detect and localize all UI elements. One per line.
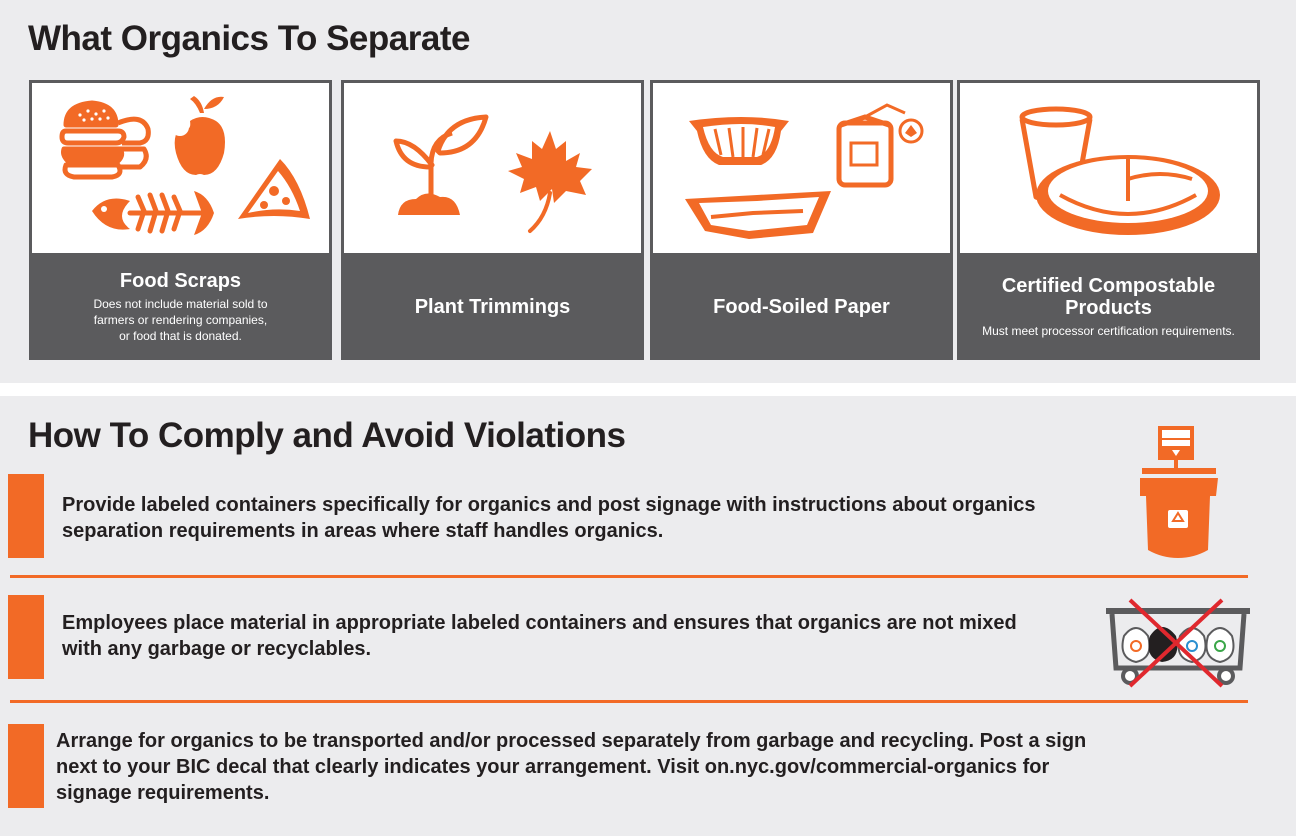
card-title: Plant Trimmings	[414, 295, 571, 318]
organics-section	[0, 0, 1296, 383]
burger-icon	[62, 103, 148, 177]
food-soiled-paper-illustration	[653, 83, 950, 253]
tea-bag-icon	[839, 105, 922, 185]
card-certified-compostable-products	[957, 80, 1260, 360]
comply-item-line: Employees place material in appropriate labeled containers and ensures that organics are not mixed	[62, 612, 1017, 634]
card-plant-trimmings	[341, 80, 644, 360]
item-accent-bar	[8, 724, 44, 808]
comply-section	[0, 396, 1296, 836]
seedling-icon	[396, 117, 486, 215]
cupcake-liner-icon	[689, 117, 789, 165]
compostable-plate-icon	[1036, 155, 1220, 235]
maple-leaf-icon	[508, 131, 592, 231]
comply-item-line: signage requirements.	[56, 782, 270, 804]
comply-item-line: separation requirements in areas where staff handles organics.	[62, 520, 664, 542]
comply-item-line: next to your BIC decal that clearly indicates your arrangement. Visit on.nyc.gov/commercial-organics for	[56, 756, 1050, 778]
card-note-line: Does not include material sold to	[93, 296, 268, 311]
comply-heading: How To Comply and Avoid Violations	[28, 416, 626, 455]
card-food-soiled-paper	[650, 80, 953, 360]
organics-heading: What Organics To Separate	[28, 19, 470, 58]
comply-item-3	[56, 728, 1086, 806]
divider	[10, 700, 1248, 703]
card-note: Must meet processor certification requirements.	[982, 323, 1235, 338]
card-food-scraps	[29, 80, 332, 360]
card-title-line: Certified Compostable	[1001, 274, 1216, 297]
card-title: Food-Soiled Paper	[713, 295, 890, 318]
organics-bin-icon	[1134, 422, 1224, 562]
comply-item-line: Arrange for organics to be transported and/or processed separately from garbage and recycling. Post a sign	[56, 730, 1087, 752]
item-accent-bar	[8, 474, 44, 558]
card-note-line: or food that is donated.	[119, 328, 242, 343]
plant-trimmings-illustration	[344, 83, 641, 253]
card-title-line: Products	[1065, 296, 1152, 319]
comply-item-2	[62, 610, 1017, 662]
no-mixed-bags-cart-icon	[1102, 596, 1254, 690]
card-food-soiled-paper-label	[650, 253, 953, 360]
card-plant-trimmings-label	[341, 253, 644, 360]
card-note	[93, 296, 267, 344]
comply-item-1	[62, 492, 1036, 544]
compostable-products-illustration	[960, 83, 1257, 253]
food-scraps-illustration	[32, 83, 329, 253]
comply-item-line: with any garbage or recyclables.	[62, 638, 372, 660]
fish-skeleton-icon	[92, 191, 214, 235]
item-accent-bar	[8, 595, 44, 679]
card-title: Food Scraps	[119, 269, 242, 292]
paper-food-boat-icon	[685, 191, 831, 239]
card-food-scraps-label	[29, 253, 332, 360]
card-note-line: farmers or rendering companies,	[93, 312, 268, 327]
card-title	[1002, 275, 1215, 319]
divider	[10, 575, 1248, 578]
comply-item-line: Provide labeled containers specifically for organics and post signage with instructions about organics	[62, 494, 1036, 516]
card-certified-compostable-label	[957, 253, 1260, 360]
pizza-slice-icon	[238, 159, 310, 219]
